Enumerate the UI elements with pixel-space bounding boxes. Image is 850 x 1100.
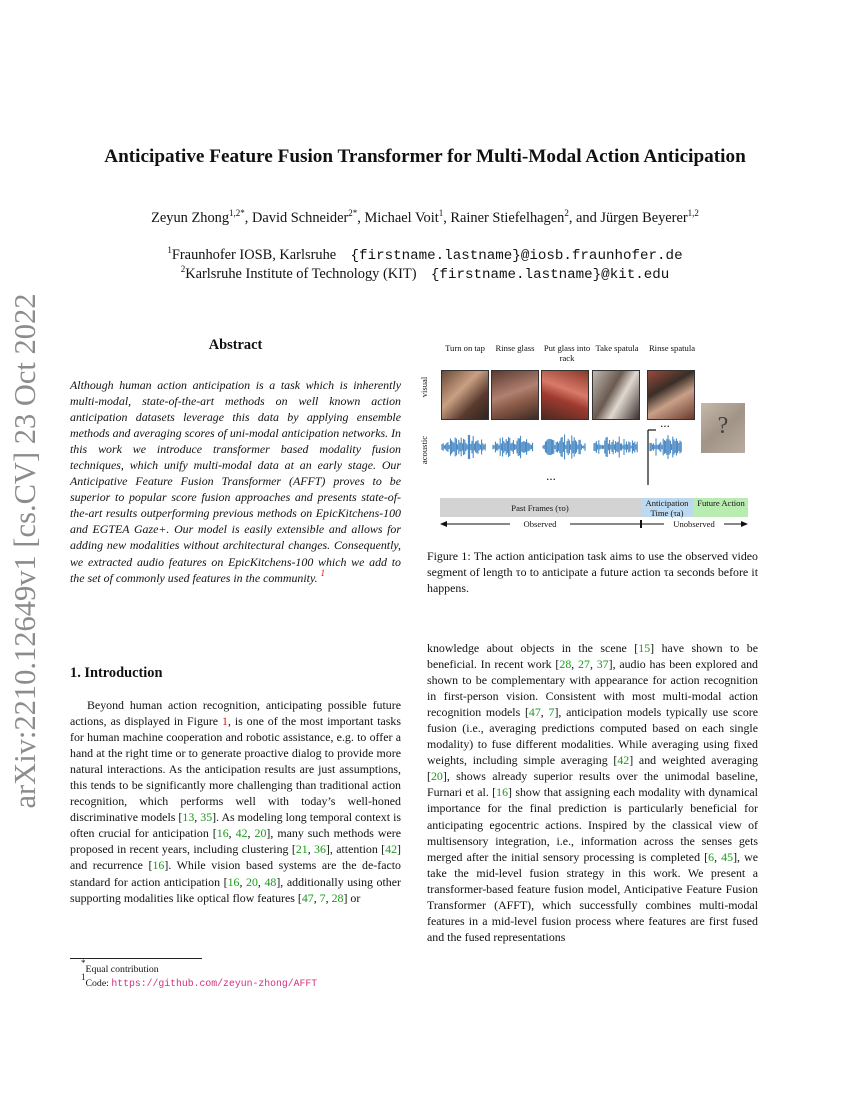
author-name: Rainer Stiefelhagen (450, 210, 565, 226)
author-name: Jürgen Beyerer (600, 210, 688, 226)
affiliation-1: $^1$Fraunhofer IOSB, Karlsruhe {firstname.lastname}@iosb.fraunhofer.de (167, 245, 683, 264)
footnote-ref[interactable]: 1 (320, 567, 326, 578)
action-label-4: Take spatula (595, 343, 639, 353)
author-name: David Schneider (251, 210, 349, 226)
affiliation-2: $^2$Karlsruhe Institute of Technology (KIT) {firstname.lastname}@kit.edu (180, 264, 670, 283)
action-label-5: Rinse spatula (648, 343, 696, 353)
figure-1-caption: Figure 1: The action anticipation task aims to use the observed video segment of length τo to anticipate a future action τa seconds before it happens. (427, 549, 758, 596)
visual-ellipsis: ... (660, 415, 670, 430)
action-label-3: Put glass into rack (543, 343, 591, 363)
section-heading-introduction: 1. Introduction (70, 665, 163, 681)
affiliation-1-name: Fraunhofer IOSB, Karlsruhe (171, 247, 337, 263)
acoustic-waveforms (442, 434, 681, 459)
question-mark: ? (717, 413, 729, 439)
abstract-heading: Abstract (208, 337, 263, 353)
past-frames-label: Past Frames (τo) (511, 503, 569, 513)
acoustic-ellipsis: ... (546, 468, 556, 483)
row-label-visual: visual (419, 376, 429, 398)
introduction-right-column: knowledge about objects in the scene [15] have shown to be beneficial. In recent work [28, 27, 37], audio has been explored and shown to be complementary with appearance for action recognition in first-person vision. Consistent with most multi-modal action recognition models [47, 7], anticipation models typically use score fusion (i.e., averaging predictions computed based on each single modality) to fuse different modalities. While averaging using fixed weights, including simple averaging [42] and weighted averaging [20], shows already superior results over the unimodal baseline, Furnari et al. [16] show that assigning each modality with dynamical importance for the final prediction is particularly beneficial for anticipating egocentric actions. Inspired by the classical view of multisensory integration, i.e., information across the senses gets merged after the initial sensory processing is completed [6, 45], we take the mid-level fusion strategy in this work. We present a transformer-based feature fusion model, Anticipative Feature Fusion Transformer (AFFT), which successfully combines multi-modal features in a mid-level fusion process where features are first fused and the fused representations (427, 641, 759, 944)
unobserved-label: Unobserved (664, 519, 724, 529)
author-affiliation-mark: 1,2* (229, 208, 245, 218)
footnote-code: $^1$Code: https://github.com/zeyun-zhong/AFFT (81, 972, 318, 989)
author-name: Michael Voit (364, 210, 439, 226)
author-affiliation-mark: 2 (564, 208, 569, 218)
arxiv-side-banner: arXiv:2210.12649v1 [cs.CV] 23 Oct 2022 (8, 293, 42, 809)
paper-title: Anticipative Feature Fusion Transformer for Multi-Modal Action Anticipation (104, 146, 746, 167)
future-action-label: Future Action (697, 498, 745, 508)
footnote-equal-contribution: *Equal contribution (81, 958, 159, 975)
author-name: Zeyun Zhong (151, 210, 230, 226)
footnote-rule (70, 958, 202, 959)
affiliation-2-name: Karlsruhe Institute of Technology (KIT) (185, 266, 417, 282)
author-affiliation-mark: 2* (348, 208, 358, 218)
row-label-acoustic: acoustic (419, 435, 429, 465)
affiliation-2-email: {firstname.lastname}@kit.edu (430, 267, 670, 283)
code-link[interactable]: https://github.com/zeyun-zhong/AFFT (111, 978, 318, 989)
abstract-body: Although human action anticipation is a task which is inherently multi-modal, state-of-the-art methods on well known action anticipation datasets leverage this data by applying ensemble methods and averaging scores of uni-modal anticipation networks. In this work we introduce transformer based modality fusion techniques, which unify multi-modal data at an early stage. Our Anticipative Feature Fusion Transformer (AFFT) proves to be superior to popular score fusion approaches and presents state-of-the-art results outperforming previous methods on EpicKitchens-100 and EGTEA Gaze+. Our model is easily extensible and allows for adding new modalities without architectural changes. Consequently, we extracted audio features on EpicKitchens-100 which we add to the set of commonly used features in the community. $^1$ (70, 378, 401, 585)
observed-label: Observed (510, 519, 570, 529)
affiliation-1-email: {firstname.lastname}@iosb.fraunhofer.de (350, 248, 683, 264)
introduction-left-column: Beyond human action recognition, anticipating possible future actions, as displayed in Figure 1, is one of the most important tasks for human machine cooperation and robotic assistance, e.g. to offer a hand at the right time or to generate proactive dialog to provide more natural interactions. As the anticipation results are just assumptions, this tends to be significantly more challenging than traditional action recognition, which performs well with today’s well-honed discriminative models [13, 35]. As modeling long temporal context is often crucial for anticipation [16, 42, 20], many such methods were proposed in recent years, including clustering [21, 36], attention [42] and recurrence [16]. While vision based systems are the de-facto standard for action anticipation [16, 20, 48], additionally using other supporting modalities like optical flow features [47, 7, 28] or (70, 698, 402, 905)
action-label-1: Turn on tap (445, 343, 485, 353)
action-label-2: Rinse glass (495, 343, 535, 353)
figure-1 (420, 335, 765, 535)
author-affiliation-mark: 1 (438, 208, 444, 218)
author-list: Zeyun Zhong$^{1,2*}$, David Schneider$^{2*}$, Michael Voit$^1$, Rainer Stiefelhagen$^2$, and Jürgen Beyerer$^{1,2}$ (151, 208, 699, 226)
author-affiliation-mark: 1,2 (687, 208, 699, 218)
anticipation-time-label: Anticipation Time (τa) (645, 498, 689, 518)
